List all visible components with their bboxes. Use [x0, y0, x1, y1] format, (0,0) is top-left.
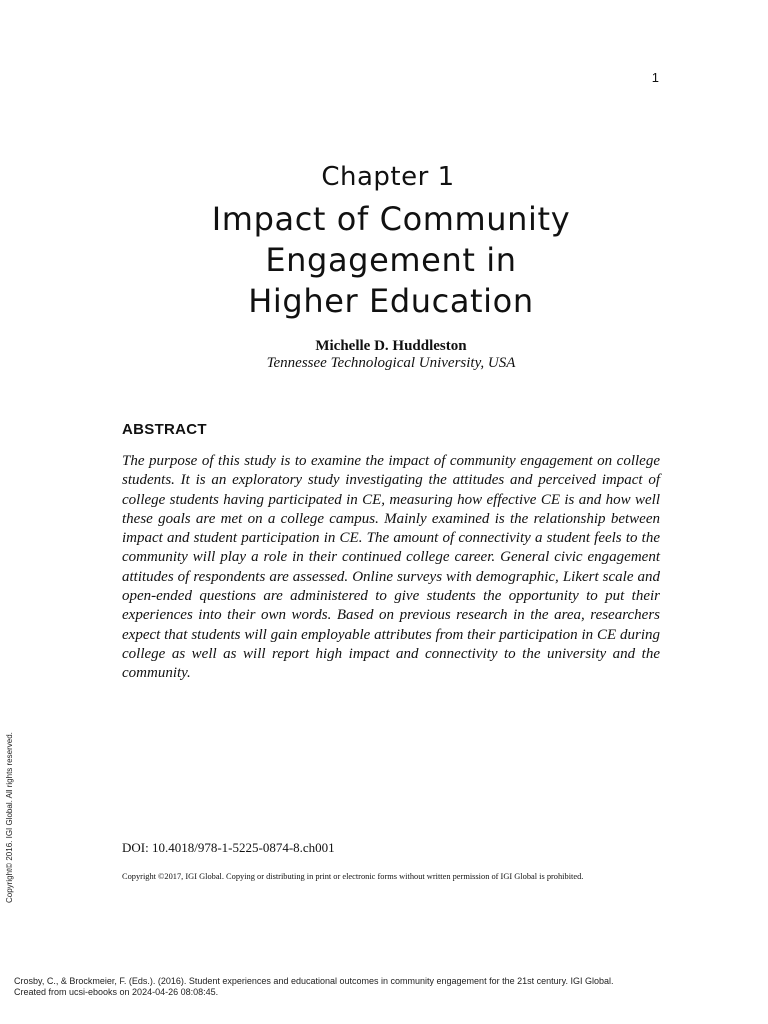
copyright-notice: Copyright ©2017, IGI Global. Copying or distributing in print or electronic forms without written permission of IGI Global is prohibited. [122, 872, 584, 881]
author-name: Michelle D. Huddleston [315, 338, 467, 354]
chapter-label: Chapter 1 [321, 162, 455, 192]
side-copyright-watermark: Copyright© 2016. IGI Global. All rights reserved. [5, 732, 14, 903]
abstract-heading: ABSTRACT [122, 421, 207, 438]
chapter-title [0, 199, 768, 322]
citation-line: Crosby, C., & Brockmeier, F. (Eds.). (2016). Student experiences and educational outcomes in community engagement for the 21st century. IGI Global. [14, 976, 614, 986]
footer-citation [14, 976, 613, 998]
created-line: Created from ucsi-ebooks on 2024-04-26 08:08:45. [14, 987, 219, 997]
abstract-body: The purpose of this study is to examine the impact of community engagement on college students. It is an exploratory study investigating the attitudes and perceived impact of college students having participated in CE, measuring how effective CE is and how well these goals are met on a college campus. Mainly examined is the relationship between impact and student participation in CE. The amount of connectivity a student feels to the community will play a role in their continued college career. General civic engagement attitudes of respondents are assessed. Online surveys with demographic, Likert scale and open-ended questions are administered to give students the opportunity to put their experiences into their own words. Based on previous research in the area, researchers expect that students will gain employable attributes from their participation in CE during college as well as will report high impact and connectivity to the university and the community. [122, 453, 660, 682]
chapter-title-line: Impact of Community [211, 200, 571, 238]
page-number: 1 [651, 70, 659, 85]
chapter-title-line: Higher Education [248, 282, 534, 320]
chapter-title-line: Engagement in [265, 241, 517, 279]
author-affiliation: Tennessee Technological University, USA [266, 355, 516, 371]
doi: DOI: 10.4018/978-1-5225-0874-8.ch001 [122, 840, 335, 855]
